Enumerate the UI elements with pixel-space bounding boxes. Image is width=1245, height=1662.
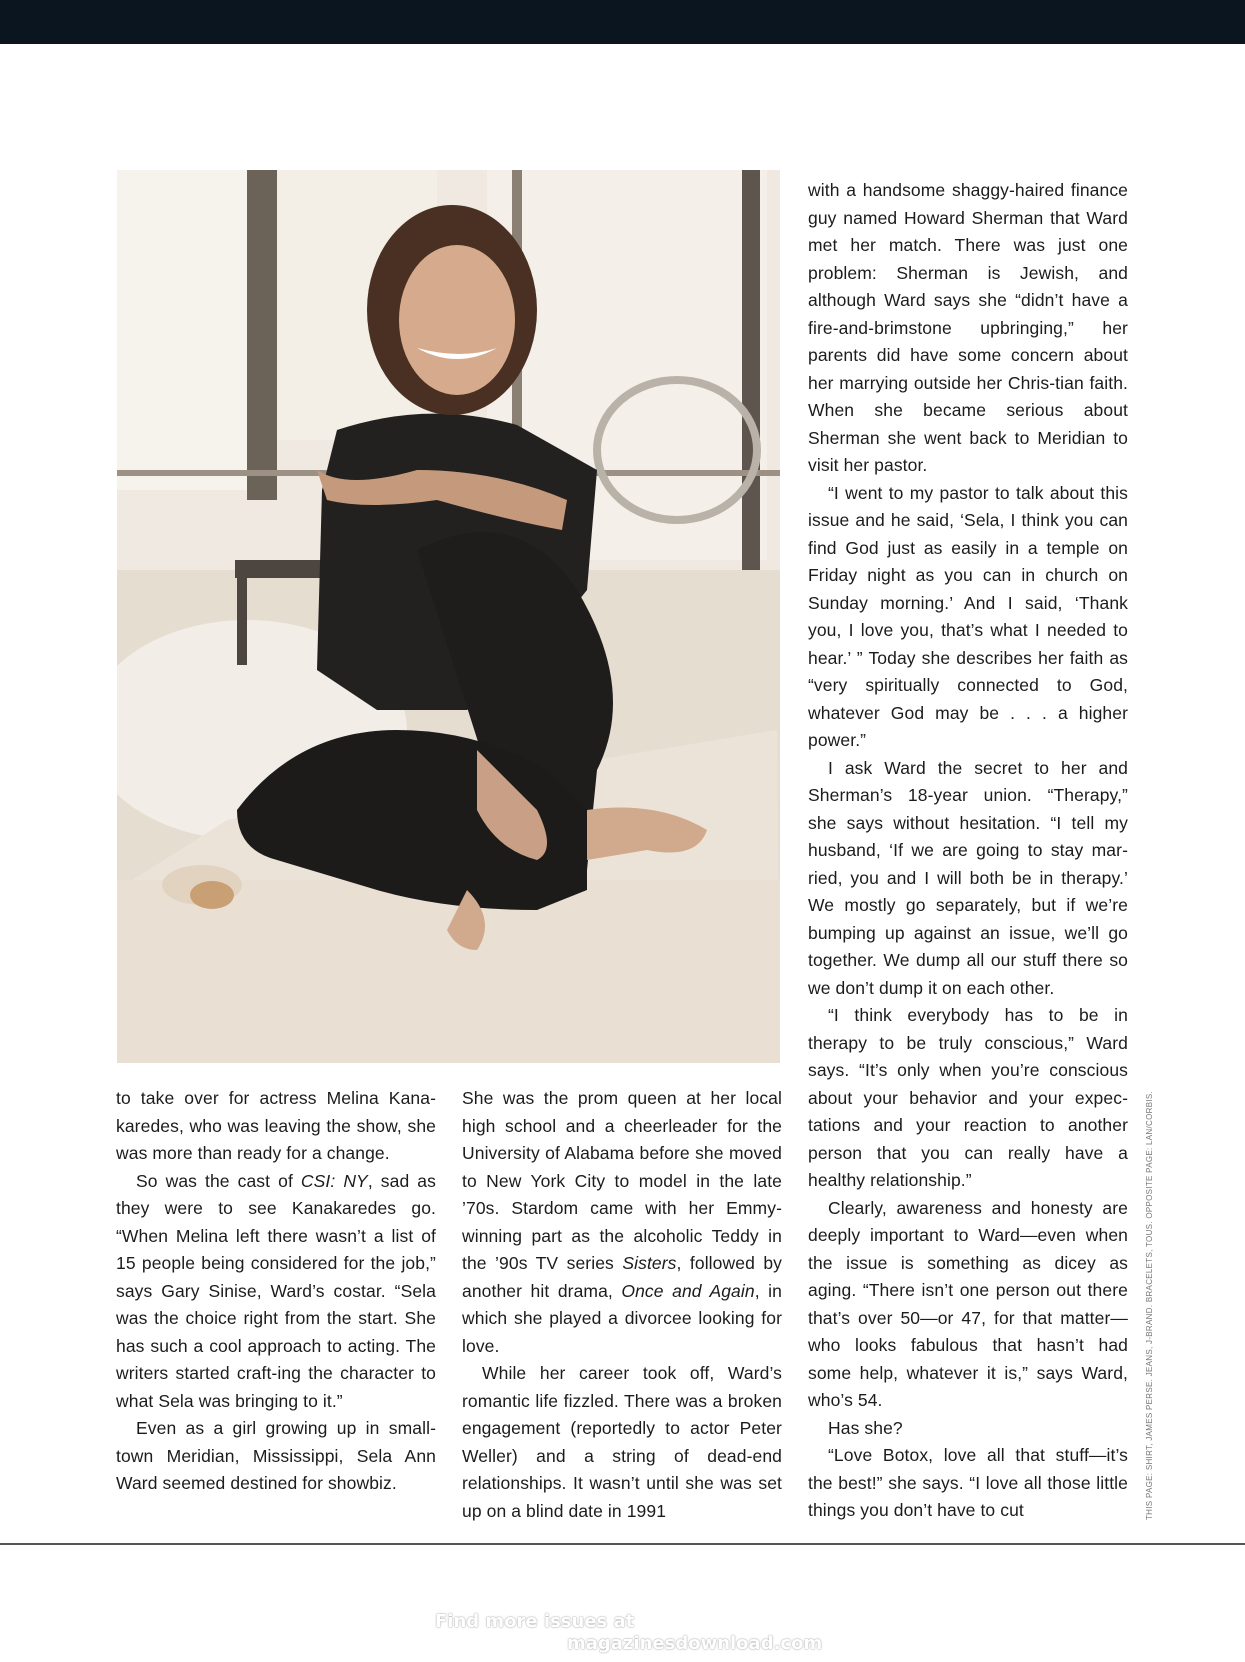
text-run: , followed by another hit drama, — [462, 1253, 782, 1301]
paragraph: While her career took off, Ward’s romantic life fizzled. There was a broken engagement (reportedly to actor Peter Weller) and a string of dead-end relationships. It wasn’t until she was set up on a blind date in 1991 — [462, 1363, 782, 1521]
paragraph — [116, 1168, 436, 1416]
paragraph — [462, 1085, 782, 1360]
article-column-middle — [462, 1085, 782, 1525]
article-column-left — [116, 1085, 436, 1498]
show-title: Once and Again — [621, 1280, 755, 1301]
paragraph: “I think everybody has to be in therapy to be truly conscious,” Ward says. “It’s only when you’re conscious about your behavior and your expec-tations and your reaction to another person that you can really have a healthy relationship.” — [808, 1005, 1128, 1190]
paragraph: “Love Botox, love all that stuff—it’s the best!” she says. “I love all those little things you don’t have to cut — [808, 1445, 1128, 1520]
paragraph: Clearly, awareness and honesty are deeply important to Ward—even when the issue is something as dicey as aging. “There isn’t one person out there that’s over 50—or 47, for that matter—who looks fabulous that hasn’t had some help, whatever it is,” says Ward, who’s 54. — [808, 1197, 1128, 1410]
article-column-right — [808, 177, 1128, 1525]
text-run: She was the prom queen at her local high school and a cheerleader for the University of Alabama before she moved to New York City to model in the late ’70s. Stardom came with her Emmy-winning part as the alcoholic Teddy in the ’90s TV series — [462, 1088, 782, 1273]
show-title: Sisters — [622, 1253, 677, 1273]
paragraph: I ask Ward the secret to her and Sherman’s 18-year union. “Therapy,” she says without hesitation. “I tell my husband, ‘If we are going to stay mar-ried, you and I will both be in therapy.’ We mostly go separately, but if we’re bumping up against an issue, we’ll go together. We dump all our stuff there so we don’t dump it on each other. — [808, 757, 1128, 998]
photo-credit — [1145, 1085, 1155, 1525]
text-run: , in which she played a divorcee looking for love. — [462, 1280, 782, 1356]
woman-sitting-photo — [117, 170, 780, 1063]
paragraph: Has she? — [828, 1417, 903, 1438]
feature-photo — [117, 170, 780, 1063]
paragraph: “I went to my pastor to talk about this issue and he said, ‘Sela, I think you can find God just as easily in a temple on Friday night as you can in church on Sunday morning.’ And I said, ‘Thank you, I love you, that’s what I needed to hear.’ ” Today she describes her faith as “very spiritually connected to God, whatever God may be . . . a higher power.” — [808, 482, 1128, 750]
watermark-line-2: magazinesdownload.com — [567, 1633, 823, 1654]
paragraph: Even as a girl growing up in small-town Meridian, Mississippi, Sela Ann Ward seemed destined for showbiz. — [116, 1418, 436, 1493]
paragraph: with a handsome shaggy-haired finance guy named Howard Sherman that Ward met her match. There was just one problem: Sherman is Jewish, and although Ward says she “didn’t have a fire-and-brimstone upbringing,” her parents did have some concern about her marrying outside her Chris-tian faith. When she became serious about Sherman she went back to Meridian to visit her pastor. — [808, 180, 1128, 475]
show-title: CSI: NY — [300, 1170, 368, 1191]
watermark-line-1: Find more issues at — [435, 1611, 635, 1632]
paragraph: to take over for actress Melina Kana-karedes, who was leaving the show, she was more than ready for a change. — [116, 1088, 436, 1163]
text-run: , sad as they were to see Kanakaredes go. “When Melina left there wasn’t a list of 15 people being considered for the job,” says Gary Sinise, Ward’s costar. “Sela was the choice right from the start. She has such a cool approach to acting. The writers started craft-ing the character to what Sela was bringing to it.” — [116, 1170, 436, 1411]
top-header-bar — [0, 0, 1245, 44]
watermark — [430, 1612, 830, 1662]
photo-credit-text: THIS PAGE: SHIRT, JAMES PERSE. JEANS, J-BRAND. BRACELETS, TOUS. OPPOSITE PAGE: LAN/CORBIS. — [1145, 1090, 1154, 1520]
text-run: So was the cast of — [136, 1170, 301, 1191]
bottom-rule — [0, 1543, 1245, 1545]
